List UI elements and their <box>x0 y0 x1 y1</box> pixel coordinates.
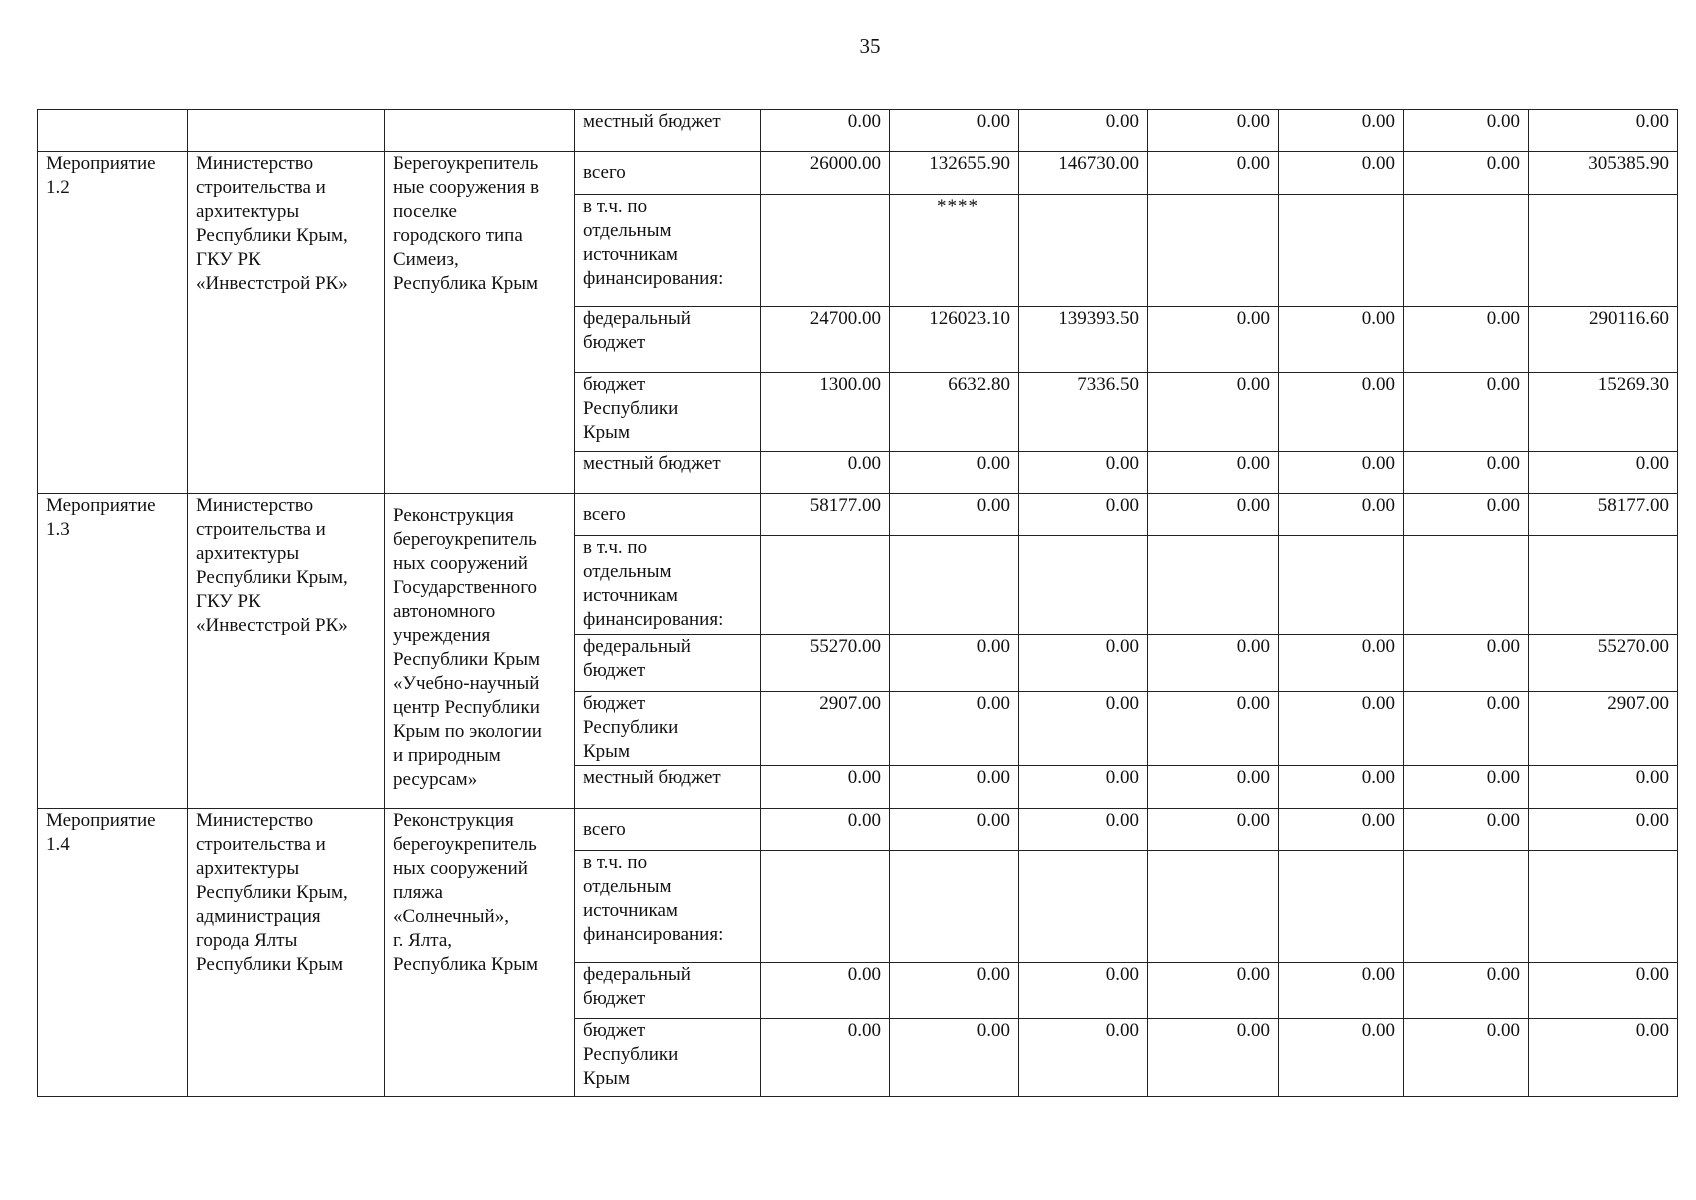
value-cell: 290116.60 <box>1529 307 1678 373</box>
value-cell: 0.00 <box>761 110 890 152</box>
value-cell: 0.00 <box>1404 635 1529 692</box>
value-cell: 139393.50 <box>1019 307 1148 373</box>
value-cell: 0.00 <box>1529 110 1678 152</box>
value-cell <box>890 851 1019 963</box>
value-cell: 0.00 <box>1148 373 1279 452</box>
value-cell <box>1148 195 1279 307</box>
value-cell: 0.00 <box>1148 307 1279 373</box>
value-cell <box>890 536 1019 635</box>
source-label: в т.ч. по отдельным источникам финансирования: <box>575 195 761 307</box>
value-cell: 0.00 <box>1148 809 1279 851</box>
value-cell: 0.00 <box>1148 494 1279 536</box>
object-cell: Реконструкция берегоукрепитель ных сооружений Государственного автономного учреждения Республики Крым «Учебно-научный центр Республики Крым по экологии и природным ресурсам» <box>385 494 575 809</box>
value-cell <box>1404 536 1529 635</box>
value-cell: 0.00 <box>761 1019 890 1097</box>
measure-cell: Мероприятие 1.4 <box>38 809 188 1097</box>
source-label: местный бюджет <box>575 110 761 152</box>
value-cell: 0.00 <box>1019 692 1148 766</box>
value-cell: 0.00 <box>1529 963 1678 1019</box>
value-cell: 0.00 <box>1404 152 1529 195</box>
value-cell: 0.00 <box>1148 110 1279 152</box>
value-cell: 1300.00 <box>761 373 890 452</box>
value-cell <box>1019 536 1148 635</box>
footnote-mark: **** <box>890 195 1019 307</box>
value-cell: 0.00 <box>761 963 890 1019</box>
value-cell: 0.00 <box>1279 1019 1404 1097</box>
value-cell: 0.00 <box>1404 809 1529 851</box>
source-label: местный бюджет <box>575 452 761 494</box>
source-label: всего <box>575 809 761 851</box>
value-cell: 0.00 <box>1019 110 1148 152</box>
value-cell: 0.00 <box>890 809 1019 851</box>
value-cell: 0.00 <box>1279 452 1404 494</box>
value-cell: 0.00 <box>1279 110 1404 152</box>
value-cell: 24700.00 <box>761 307 890 373</box>
value-cell: 0.00 <box>1404 307 1529 373</box>
page-number: 35 <box>859 34 881 58</box>
value-cell: 0.00 <box>1404 963 1529 1019</box>
value-cell: 55270.00 <box>1529 635 1678 692</box>
value-cell: 0.00 <box>1279 152 1404 195</box>
value-cell: 0.00 <box>761 452 890 494</box>
value-cell: 0.00 <box>1279 307 1404 373</box>
value-cell: 132655.90 <box>890 152 1019 195</box>
value-cell <box>1404 851 1529 963</box>
source-label: в т.ч. по отдельным источникам финансирования: <box>575 851 761 963</box>
value-cell <box>761 536 890 635</box>
table-row <box>38 494 1678 536</box>
source-label: бюджет Республики Крым <box>575 692 761 766</box>
value-cell: 0.00 <box>1019 963 1148 1019</box>
value-cell: 0.00 <box>1404 373 1529 452</box>
value-cell: 15269.30 <box>1529 373 1678 452</box>
value-cell: 0.00 <box>890 452 1019 494</box>
table-row <box>38 809 1678 851</box>
value-cell: 6632.80 <box>890 373 1019 452</box>
value-cell: 0.00 <box>1529 766 1678 809</box>
value-cell <box>1148 851 1279 963</box>
value-cell: 0.00 <box>1148 766 1279 809</box>
value-cell: 0.00 <box>1019 635 1148 692</box>
value-cell <box>1279 851 1404 963</box>
source-label: бюджет Республики Крым <box>575 1019 761 1097</box>
value-cell: 0.00 <box>1148 152 1279 195</box>
value-cell: 2907.00 <box>761 692 890 766</box>
source-label: всего <box>575 494 761 536</box>
value-cell: 0.00 <box>1148 963 1279 1019</box>
value-cell <box>1529 851 1678 963</box>
source-label: федеральный бюджет <box>575 635 761 692</box>
value-cell: 0.00 <box>1279 494 1404 536</box>
value-cell: 0.00 <box>1019 766 1148 809</box>
value-cell: 0.00 <box>1148 452 1279 494</box>
value-cell: 0.00 <box>1404 692 1529 766</box>
source-label: в т.ч. по отдельным источникам финансирования: <box>575 536 761 635</box>
value-cell: 0.00 <box>1529 452 1678 494</box>
value-cell: 0.00 <box>1148 692 1279 766</box>
executor-cell: Министерство строительства и архитектуры Республики Крым, администрация города Ялты Республики Крым <box>188 809 385 1097</box>
source-label: бюджет Республики Крым <box>575 373 761 452</box>
executor-cell: Министерство строительства и архитектуры Республики Крым, ГКУ РК «Инвестстрой РК» <box>188 152 385 494</box>
measure-cell: Мероприятие 1.3 <box>38 494 188 809</box>
value-cell: 0.00 <box>1279 635 1404 692</box>
value-cell: 58177.00 <box>761 494 890 536</box>
value-cell: 0.00 <box>1279 766 1404 809</box>
value-cell: 0.00 <box>1404 766 1529 809</box>
value-cell <box>761 851 890 963</box>
funding-table <box>37 109 1678 1097</box>
value-cell: 0.00 <box>1019 809 1148 851</box>
source-label: федеральный бюджет <box>575 307 761 373</box>
object-cell: Реконструкция берегоукрепитель ных сооружений пляжа «Солнечный», г. Ялта, Республика Крым <box>385 809 575 1097</box>
value-cell: 0.00 <box>1404 110 1529 152</box>
value-cell <box>1148 536 1279 635</box>
value-cell: 0.00 <box>890 110 1019 152</box>
value-cell: 0.00 <box>1279 692 1404 766</box>
value-cell: 0.00 <box>890 1019 1019 1097</box>
object-cell <box>385 110 575 152</box>
value-cell: 7336.50 <box>1019 373 1148 452</box>
value-cell: 0.00 <box>1404 494 1529 536</box>
executor-cell: Министерство строительства и архитектуры Республики Крым, ГКУ РК «Инвестстрой РК» <box>188 494 385 809</box>
value-cell: 0.00 <box>761 766 890 809</box>
value-cell <box>1529 536 1678 635</box>
source-label: федеральный бюджет <box>575 963 761 1019</box>
table-row <box>38 152 1678 195</box>
value-cell: 55270.00 <box>761 635 890 692</box>
value-cell: 0.00 <box>890 692 1019 766</box>
object-cell: Берегоукрепитель ные сооружения в поселке городского типа Симеиз, Республика Крым <box>385 152 575 494</box>
value-cell: 0.00 <box>761 809 890 851</box>
value-cell: 126023.10 <box>890 307 1019 373</box>
value-cell: 0.00 <box>890 963 1019 1019</box>
value-cell <box>761 195 890 307</box>
value-cell: 2907.00 <box>1529 692 1678 766</box>
value-cell: 0.00 <box>1404 1019 1529 1097</box>
value-cell: 0.00 <box>890 494 1019 536</box>
value-cell: 0.00 <box>1404 452 1529 494</box>
value-cell: 0.00 <box>890 766 1019 809</box>
value-cell: 0.00 <box>1019 1019 1148 1097</box>
value-cell: 0.00 <box>1019 494 1148 536</box>
value-cell: 0.00 <box>1279 373 1404 452</box>
value-cell: 0.00 <box>1279 963 1404 1019</box>
measure-cell: Мероприятие 1.2 <box>38 152 188 494</box>
value-cell <box>1019 851 1148 963</box>
value-cell <box>1279 536 1404 635</box>
value-cell: 0.00 <box>1279 809 1404 851</box>
value-cell: 58177.00 <box>1529 494 1678 536</box>
value-cell <box>1404 195 1529 307</box>
table-row <box>38 110 1678 152</box>
value-cell: 0.00 <box>890 635 1019 692</box>
value-cell: 0.00 <box>1529 809 1678 851</box>
value-cell: 305385.90 <box>1529 152 1678 195</box>
value-cell <box>1279 195 1404 307</box>
source-label: местный бюджет <box>575 766 761 809</box>
source-label: всего <box>575 152 761 195</box>
value-cell: 146730.00 <box>1019 152 1148 195</box>
measure-cell <box>38 110 188 152</box>
value-cell: 0.00 <box>1148 1019 1279 1097</box>
value-cell: 26000.00 <box>761 152 890 195</box>
executor-cell <box>188 110 385 152</box>
value-cell: 0.00 <box>1529 1019 1678 1097</box>
value-cell <box>1019 195 1148 307</box>
value-cell: 0.00 <box>1148 635 1279 692</box>
value-cell: 0.00 <box>1019 452 1148 494</box>
value-cell <box>1529 195 1678 307</box>
